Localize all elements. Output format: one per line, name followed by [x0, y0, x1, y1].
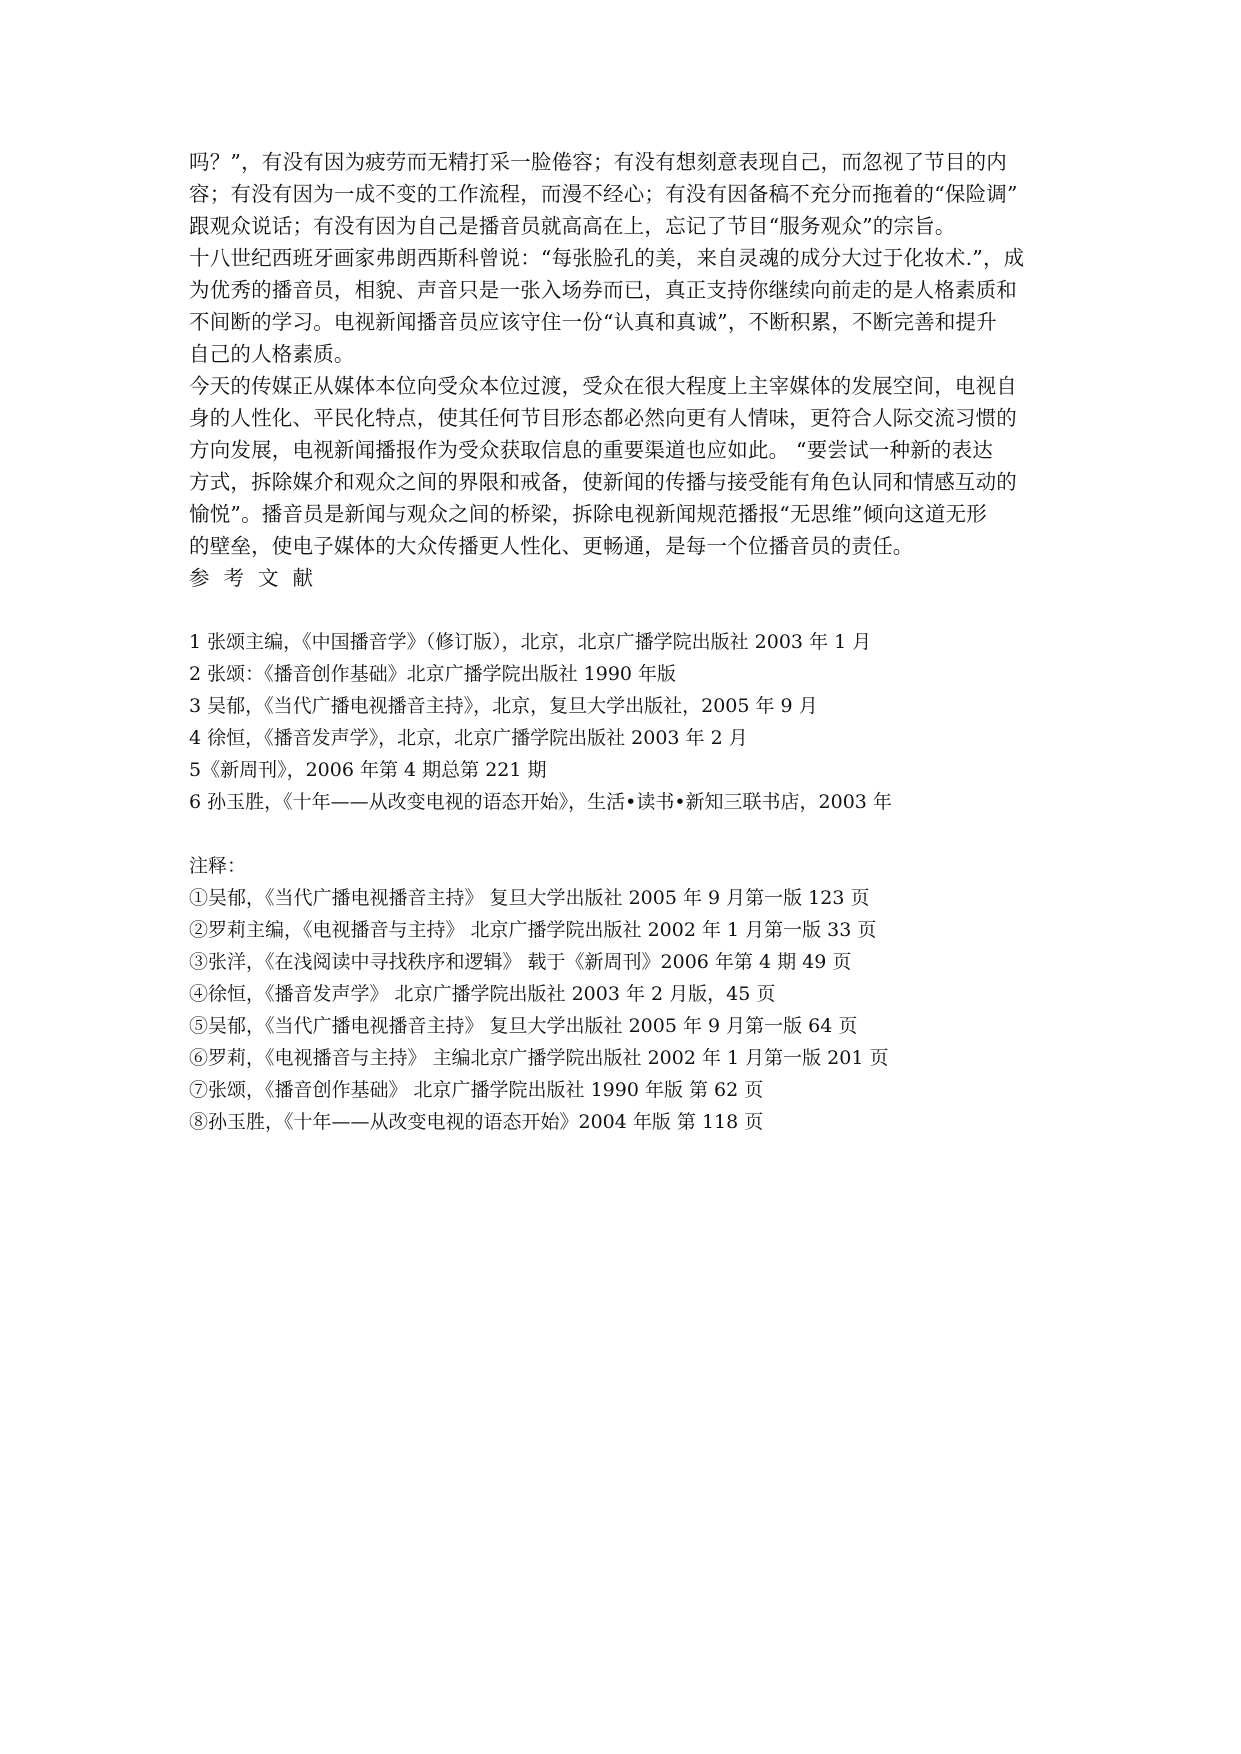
notes-heading: 注释： — [189, 855, 247, 877]
reference-item: 2 张颂：《播音创作基础》北京广播学院出版社 1990 年版 — [189, 663, 677, 685]
body-paragraph-3 — [189, 370, 1061, 562]
note-item: ⑥罗莉，《电视播音与主持》 主编北京广播学院出版社 2002 年 1 月第一版 201 页 — [189, 1047, 889, 1069]
paragraph-line: 的壁垒，使电子媒体的大众传播更人性化、更畅通，是每一个位播音员的责任。 — [189, 534, 914, 558]
paragraph-line: 方向发展，电视新闻播报作为受众获取信息的重要渠道也应如此。 “要尝试一种新的表达 — [189, 438, 993, 462]
note-item: ⑤吴郁，《当代广播电视播音主持》 复旦大学出版社 2005 年 9 月第一版 64 页 — [189, 1015, 858, 1037]
paragraph-line: 愉悦”。播音员是新闻与观众之间的桥梁，拆除电视新闻规范播报“无思维”倾向这道无形 — [189, 502, 987, 526]
paragraph-line: 容；有没有因为一成不变的工作流程，而漫不经心；有没有因备稿不充分而拖着的“保险调” — [189, 182, 1018, 206]
reference-item: 5《新周刊》，2006 年第 4 期总第 221 期 — [189, 759, 547, 781]
paragraph-line: 吗？”，有没有因为疲劳而无精打采一脸倦容；有没有想刻意表现自己，而忽视了节目的内 — [189, 150, 1007, 174]
note-item: ④徐恒，《播音发声学》 北京广播学院出版社 2003 年 2 月版，45 页 — [189, 983, 776, 1005]
paragraph-line: 十八世纪西班牙画家弗朗西斯科曾说：“每张脸孔的美，来自灵魂的成分大过于化妆术.”，成 — [189, 246, 1025, 270]
paragraph-line: 方式，拆除媒介和观众之间的界限和戒备，使新闻的传播与接受能有角色认同和情感互动的 — [189, 470, 1017, 494]
references-heading: 参考文献 — [189, 566, 327, 590]
paragraph-line: 今天的传媒正从媒体本位向受众本位过渡，受众在很大程度上主宰媒体的发展空间，电视自 — [189, 374, 1017, 398]
spacer — [189, 818, 1061, 850]
reference-item: 1 张颂主编，《中国播音学》（修订版），北京，北京广播学院出版社 2003 年 1 月 — [189, 631, 872, 653]
document-page — [189, 146, 1061, 1138]
paragraph-line: 身的人性化、平民化特点，使其任何节目形态都必然向更有人情味，更符合人际交流习惯的 — [189, 406, 1017, 430]
reference-item: 6 孙玉胜，《十年——从改变电视的语态开始》，生活•读书•新知三联书店，2003 年 — [189, 791, 892, 813]
spacer — [189, 594, 1061, 626]
note-item: ⑦张颂，《播音创作基础》 北京广播学院出版社 1990 年版 第 62 页 — [189, 1079, 764, 1101]
body-paragraph-2 — [189, 242, 1061, 370]
note-item: ①吴郁，《当代广播电视播音主持》 复旦大学出版社 2005 年 9 月第一版 123 页 — [189, 887, 870, 909]
note-item: ⑧孙玉胜，《十年——从改变电视的语态开始》2004 年版 第 118 页 — [189, 1111, 764, 1133]
reference-item: 3 吴郁，《当代广播电视播音主持》，北京，复旦大学出版社，2005 年 9 月 — [189, 695, 818, 717]
notes-list — [189, 882, 1061, 1138]
note-item: ③张洋，《在浅阅读中寻找秩序和逻辑》 载于《新周刊》2006 年第 4 期 49 页 — [189, 951, 852, 973]
references-list — [189, 626, 1061, 818]
reference-item: 4 徐恒，《播音发声学》，北京，北京广播学院出版社 2003 年 2 月 — [189, 727, 748, 749]
paragraph-line: 自己的人格素质。 — [189, 342, 355, 366]
paragraph-line: 为优秀的播音员，相貌、声音只是一张入场券而已，真正支持你继续向前走的是人格素质和 — [189, 278, 1017, 302]
paragraph-line: 不间断的学习。电视新闻播音员应该守住一份“认真和真诚”，不断积累，不断完善和提升 — [189, 310, 997, 334]
paragraph-line: 跟观众说话；有没有因为自己是播音员就高高在上，忘记了节目“服务观众”的宗旨。 — [189, 214, 956, 238]
body-paragraph-1 — [189, 146, 1061, 242]
note-item: ②罗莉主编，《电视播音与主持》 北京广播学院出版社 2002 年 1 月第一版 33 页 — [189, 919, 877, 941]
